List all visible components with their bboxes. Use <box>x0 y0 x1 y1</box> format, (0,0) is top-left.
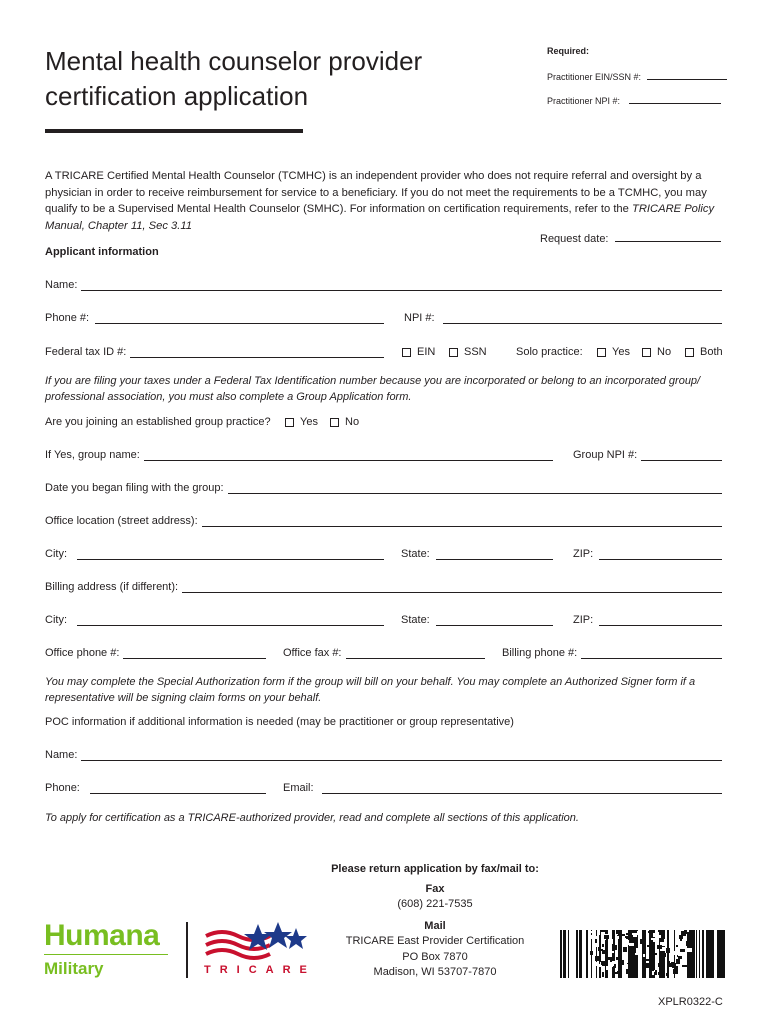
office-phone-label: Office phone #: <box>45 647 120 659</box>
form-number: XPLR0322-C <box>658 996 723 1008</box>
ssn-checkbox-box[interactable] <box>449 348 458 357</box>
ssn-option-label: SSN <box>464 346 487 358</box>
group-question-wrap <box>45 416 271 428</box>
office-city-label: City: <box>45 548 67 560</box>
billing-zip-line[interactable] <box>599 615 722 626</box>
title-line-1: Mental health counselor provider <box>45 46 423 76</box>
humana-wordmark: Humana <box>44 919 160 952</box>
billing-state-line[interactable] <box>436 615 553 626</box>
billing-phone-line[interactable] <box>581 648 722 659</box>
title-underline <box>45 129 303 133</box>
solo-no-checkbox[interactable] <box>642 346 671 358</box>
applicant-name-field[interactable] <box>45 279 722 291</box>
applicant-phone-line[interactable] <box>95 313 384 324</box>
tax-note: If you are filing your taxes under a Federal Tax Identification number because you are incorporated or belong to an incorporated group/ professional association, you must also complete a Group Application form. <box>45 375 701 403</box>
tax-id-row <box>45 346 735 362</box>
office-zip-line[interactable] <box>599 549 722 560</box>
tax-id-line[interactable] <box>130 347 384 358</box>
barcode-icon <box>560 930 725 978</box>
ein-ssn-label: Practitioner EIN/SSN #: <box>547 72 642 82</box>
ssn-checkbox[interactable] <box>449 346 487 358</box>
group-npi-field[interactable] <box>573 449 722 461</box>
authorization-note: You may complete the Special Authorization form if the group will bill on your behalf. You may complete an Authorized Signer form if a representative will be signing claim forms on your behalf. <box>45 676 696 704</box>
title-line-2: certification application <box>45 81 309 111</box>
poc-phone-field[interactable] <box>45 782 266 794</box>
solo-no-box[interactable] <box>642 348 651 357</box>
required-label: Required: <box>547 46 590 56</box>
return-address-block <box>330 862 540 981</box>
applicant-name-line[interactable] <box>81 280 722 291</box>
poc-name-line[interactable] <box>81 750 722 761</box>
solo-both-label: Both <box>700 346 723 358</box>
solo-both-box[interactable] <box>685 348 694 357</box>
applicant-npi-field[interactable] <box>404 312 722 324</box>
poc-contact-row <box>45 782 725 798</box>
return-heading: Please return application by fax/mail to: <box>331 863 539 875</box>
poc-email-line[interactable] <box>322 783 722 794</box>
poc-name-row <box>45 749 725 765</box>
billing-city-label: City: <box>45 614 67 626</box>
intro-text: A TRICARE Certified Mental Health Counselor (TCMHC) is an independent provider who does not require referral and oversight by a physician in order to receive reimbursement for service to a beneficiary. If you do not meet the requirements to be a TCMHC, you may qualify to be a Supervised Mental Health Counselor (SMHC). For information on certification requirements, refer to the <box>45 170 707 215</box>
humana-military-wordmark: Military <box>44 959 104 978</box>
billing-zip-field[interactable] <box>573 614 722 626</box>
group-yes-label: Yes <box>300 416 318 428</box>
office-fax-line[interactable] <box>346 648 486 659</box>
phones-row <box>45 647 725 663</box>
office-state-label: State: <box>401 548 430 560</box>
billing-phone-label: Billing phone #: <box>502 647 578 659</box>
mail-line-2: PO Box 7870 <box>402 950 468 963</box>
mail-line-1: TRICARE East Provider Certification <box>345 935 525 947</box>
ein-ssn-field[interactable] <box>547 71 732 82</box>
office-city-line[interactable] <box>77 549 384 560</box>
logo-divider <box>186 922 188 978</box>
billing-phone-field[interactable] <box>502 647 722 659</box>
poc-phone-label: Phone: <box>45 782 80 794</box>
group-name-field[interactable] <box>45 449 553 461</box>
applicant-phone-field[interactable] <box>45 312 384 324</box>
ein-option-label: EIN <box>417 346 436 358</box>
group-question-label: Are you joining an established group practice? <box>45 416 271 428</box>
mail-heading: Mail <box>424 919 446 932</box>
group-name-label: If Yes, group name: <box>45 449 140 461</box>
solo-practice-label-wrap <box>516 346 583 358</box>
solo-yes-box[interactable] <box>597 348 606 357</box>
office-phone-line[interactable] <box>123 648 266 659</box>
office-phone-field[interactable] <box>45 647 266 659</box>
poc-heading: POC information if additional information is needed (may be practitioner or group representative) <box>45 716 514 728</box>
office-city-field[interactable] <box>45 548 384 560</box>
billing-city-line[interactable] <box>77 615 384 626</box>
ein-checkbox[interactable] <box>402 346 435 358</box>
billing-address-field[interactable] <box>45 581 722 593</box>
group-yes-checkbox[interactable] <box>285 416 318 428</box>
tax-id-field[interactable] <box>45 346 384 358</box>
solo-yes-checkbox[interactable] <box>597 346 630 358</box>
humana-military-logo <box>44 920 174 982</box>
office-location-label: Office location (street address): <box>45 515 198 527</box>
ein-ssn-line[interactable] <box>647 71 727 80</box>
date-began-line[interactable] <box>228 483 722 494</box>
poc-email-field[interactable] <box>283 782 722 794</box>
tricare-wordmark: TRICARE <box>204 964 316 976</box>
apply-note: To apply for certification as a TRICARE-authorized provider, read and complete all sections of this application. <box>45 812 579 824</box>
humana-rule <box>44 954 168 955</box>
fax-number: (608) 221-7535 <box>397 898 473 910</box>
billing-city-field[interactable] <box>45 614 384 626</box>
office-location-row <box>45 515 725 531</box>
billing-address-line[interactable] <box>182 582 722 593</box>
request-date-line[interactable] <box>615 231 721 242</box>
phone-npi-row <box>45 312 725 328</box>
group-name-line[interactable] <box>144 450 553 461</box>
office-state-field[interactable] <box>401 548 553 560</box>
billing-state-label: State: <box>401 614 430 626</box>
applicant-npi-label: NPI #: <box>404 312 435 324</box>
solo-both-checkbox[interactable] <box>685 346 723 358</box>
tricare-logo <box>200 918 316 982</box>
date-began-label: Date you began filing with the group: <box>45 482 224 494</box>
applicant-name-label: Name: <box>45 279 78 291</box>
intro-paragraph <box>45 168 725 234</box>
practitioner-npi-line[interactable] <box>629 95 721 104</box>
poc-name-field[interactable] <box>45 749 722 761</box>
page-title <box>45 44 485 114</box>
office-zip-label: ZIP: <box>573 548 594 560</box>
mail-line-3: Madison, WI 53707-7870 <box>373 966 497 978</box>
practitioner-npi-label: Practitioner NPI #: <box>547 96 621 106</box>
billing-address-row <box>45 581 725 597</box>
billing-state-field[interactable] <box>401 614 553 626</box>
billing-zip-label: ZIP: <box>573 614 594 626</box>
group-no-label: No <box>345 416 360 428</box>
office-location-line[interactable] <box>202 516 722 527</box>
poc-name-label: Name: <box>45 749 78 761</box>
fax-heading: Fax <box>425 882 445 895</box>
applicant-name-row <box>45 279 725 295</box>
poc-email-label: Email: <box>283 782 314 794</box>
billing-address-label: Billing address (if different): <box>45 581 179 593</box>
office-location-field[interactable] <box>45 515 722 527</box>
date-began-field[interactable] <box>45 482 722 494</box>
applicant-heading: Applicant information <box>45 246 159 258</box>
request-date-field[interactable] <box>540 231 721 245</box>
solo-no-label: No <box>657 346 672 358</box>
billing-city-row <box>45 614 725 630</box>
poc-phone-line[interactable] <box>90 783 266 794</box>
group-no-box[interactable] <box>330 418 339 427</box>
applicant-npi-line[interactable] <box>443 313 722 324</box>
ein-checkbox-box[interactable] <box>402 348 411 357</box>
tax-id-label: Federal tax ID #: <box>45 346 127 358</box>
practitioner-npi-field[interactable] <box>547 95 732 106</box>
office-zip-field[interactable] <box>573 548 722 560</box>
group-question-row <box>45 416 445 432</box>
applicant-phone-label: Phone #: <box>45 312 90 324</box>
date-began-row <box>45 482 725 498</box>
office-state-line[interactable] <box>436 549 553 560</box>
request-date-label: Request date: <box>540 233 609 245</box>
group-no-checkbox[interactable] <box>330 416 359 428</box>
tricare-flag-icon <box>200 918 316 964</box>
office-city-row <box>45 548 725 564</box>
office-fax-label: Office fax #: <box>283 647 342 659</box>
policy-manual-reference: TRICARE Policy Manual, Chapter 11, Sec 3.11 <box>45 203 715 232</box>
group-npi-label: Group NPI #: <box>573 449 638 461</box>
group-npi-line[interactable] <box>641 450 722 461</box>
solo-yes-label: Yes <box>612 346 630 358</box>
group-name-row <box>45 449 725 465</box>
group-yes-box[interactable] <box>285 418 294 427</box>
solo-practice-label: Solo practice: <box>516 346 583 358</box>
office-fax-field[interactable] <box>283 647 485 659</box>
